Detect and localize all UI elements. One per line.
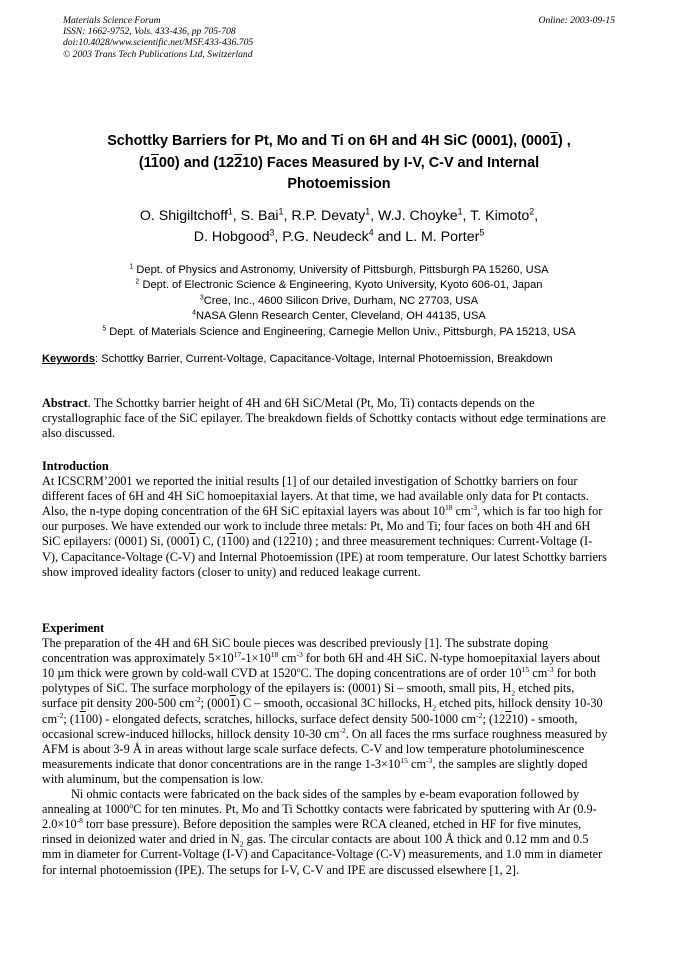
journal-header [63,15,253,60]
keywords-text: : Schottky Barrier, Current-Voltage, Capacitance-Voltage, Internal Photoemission, Breakdown [95,353,553,365]
affiliation-list [20,263,658,340]
copyright-line: © 2003 Trans Tech Publications Ltd, Switzerland [63,48,253,60]
paper-title: Schottky Barriers for Pt, Mo and Ti on 6H and 4H SiC (0001), (0001) , (1100) and (12210) Faces Measured by I-V, C-V and Internal Photoemission [107,133,571,192]
experiment-heading: Experiment [42,621,105,635]
journal-name: Materials Science Forum [63,15,161,26]
author-list: O. Shigiltchoff$^1$, S. Bai$^1$, R.P. Devaty$^1$, W.J. Choyke$^1$, T. Kimoto$^2$, D. Hobgood$^3$, P.G. Neudeck$^4$ and L. M. Porter$^5$ [139,206,539,245]
affiliation-item: $^5$ Dept. of Materials Science and Engineering, Carnegie Mellon Univ., Pittsburgh, PA 15213, USA [102,324,576,338]
keywords [42,352,602,367]
keywords-label: Keywords [42,353,96,365]
affiliation-item: $^1$ Dept. of Physics and Astronomy, University of Pittsburgh, Pittsburgh PA 15260, USA [129,263,549,276]
experiment-paragraph-1: The preparation of the 4H and 6H SiC boule pieces was described previously [1]. The substrate doping concentration was approximately $5\times 10^{17}-1\times 10^{18}$ $cm^{-3}$ for both 6H and 4H SiC. N-type homoepitaxial layers about 10 µm thick were grown by cold-wall CVD at 1520$^o$C. The doping concentrations are of order $10^{15}$ $cm^{-3}$ for both polytypes of SiC. The surface morphology of the epilayers is: (0001) Si – smooth, small pits, $H_2$ etched pits, surface pit density 200-500 $cm^{-2}$; (0001) C – smooth, occasional 3C hillocks, $H_2$ etched pits, hillock density 10-30 $cm^{-2}$; (1100) - elongated defects, scratches, hillocks, surface defect density 500-1000 $cm^{-2}$; (12210) - smooth, occasional screw-induced hillocks, hillock density 10-30 $cm^{-2}$. On all faces the rms surface roughness measured by AFM is about 3-9 Å in areas without large scale surface defects. C-V and low temperature photoluminescence measurements indicate that donor concentrations are in the range $1-3\times 10^{15}$ $cm^{-3}$, the samples are slightly doped with aluminum, but the compensation is low. [42,636,608,786]
online-date: Online: 2003-09-15 [538,15,615,26]
introduction-heading: Introduction [42,459,109,473]
abstract-label: Abstract [42,396,88,410]
affiliation-item: $^4$NASA Glenn Research Center, Cleveland, OH 44135, USA [192,309,486,323]
abstract-text: . The Schottky barrier height of 4H and 6H SiC/Metal (Pt, Mo, Ti) contacts depends on the crystallographic face of the SiC epilayer. The breakdown fields of Schottky contacts without edge terminations are also discussed. [42,396,606,441]
introduction-paragraph: At ICSCRM’2001 we reported the initial results [1] of our detailed investigation of Schottky barriers on four different faces of 6H and 4H SiC homoepitaxial layers. At that time, we had available only data for Pt contacts. Also, the n-type doping concentration of the 6H SiC epitaxial layers was about $10^{18}$ $cm^{-3}$, which is far too high for our purposes. We have extended our work to include three metals: Pt, Mo and Ti; four faces on both 4H and 6H SiC epilayers: (0001) Si, (0001) C, (1100) and (12210) ; and three measurement techniques: Current-Voltage (I-V), Capacitance-Voltage (C-V) and Internal Photoemission (IPE) at room temperature. Our latest Schottky barriers show improved ideality factors (closer to unity) and reduced leakage current. [42,474,607,579]
experiment-paragraph-2: Ni ohmic contacts were fabricated on the back sides of the samples by e-beam evaporation followed by annealing at 1000$^o$C for ten minutes. Pt, Mo and Ti Schottky contacts were fabricated by sputtering with Ar ($0.9-2.0\times 10^{-8}$ torr base pressure). Before deposition the samples were RCA cleaned, etched in HF for five minutes, rinsed in deionized water and dried in $N_2$ gas. The circular contacts are about 100 Å thick and 0.12 mm and 0.5 mm in diameter for Current-Voltage (I-V) and Capacitance-Voltage (C-V) measurements, and 1.0 mm in diameter for internal photoemission (IPE). The setups for I-V, C-V and IPE are discussed elsewhere [1, 2]. [42,787,603,877]
abstract-section [42,396,608,441]
experiment-section [42,621,608,878]
issn-line: ISSN: 1662-9752, Vols. 433-436, pp 705-708 [63,26,236,38]
doi-line: doi:10.4028/www.scientific.net/MSF.433-436.705 [63,37,254,49]
affiliation-item: $^3$Cree, Inc., 4600 Silicon Drive, Durham, NC 27703, USA [199,294,479,307]
affiliation-item: $^2$ Dept. of Electronic Science & Engineering, Kyoto University, Kyoto 606-01, Japan [135,278,543,292]
introduction-section [42,459,608,580]
